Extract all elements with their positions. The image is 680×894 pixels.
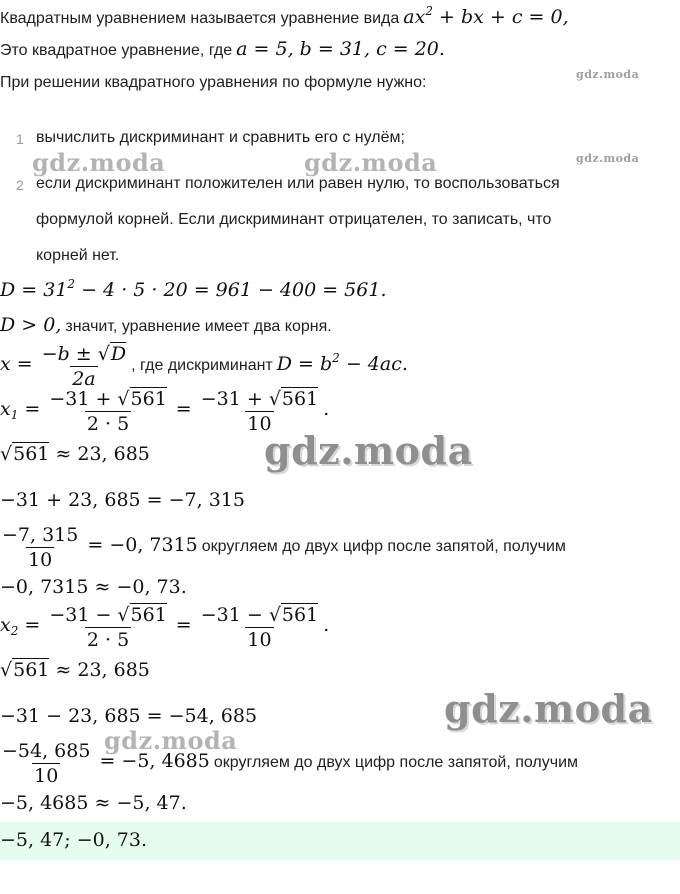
- formula-where-text: , где дискриминант: [131, 357, 273, 375]
- coefficient-values: a = 5, b = 31, c = 20.: [236, 38, 445, 60]
- watermark-logo: gdz.moda: [104, 726, 238, 755]
- root-1-numerator-b: −31 + √561: [200, 388, 319, 410]
- root-2-numerator-a: −31 − √561: [49, 604, 167, 626]
- discriminant-formula: $D = b^2 - 4ac$.: [276, 351, 408, 376]
- root-formula-line: [0, 343, 408, 390]
- root-1-decimal-fraction: [0, 524, 80, 571]
- root-formula-fraction: [40, 343, 128, 390]
- formula-numerator: −b ± √D: [41, 343, 127, 365]
- watermark-logo: gdz.moda: [444, 686, 653, 731]
- coefficients-line: [0, 38, 445, 60]
- definition-text: Квадратным уравнением называется уравнение вида: [0, 10, 400, 27]
- discriminant-calc: $D = 31^2 - 4 \cdot 5 \cdot 20 = 961 - 400 = 561$.: [0, 277, 387, 301]
- formula-x: x =: [0, 353, 33, 376]
- discriminant-conclusion: значит, уравнение имеет два корня.: [65, 318, 332, 335]
- watermark-logo: gdz.moda: [32, 148, 166, 177]
- root-2-round-text: округляем до двух цифр после запятой, получим: [213, 754, 579, 772]
- root-1-sqrt-approx: √561 ≈ 23, 685: [0, 443, 150, 465]
- root-2-denominator-b: 10: [247, 629, 272, 651]
- root-2-decimal-fraction: [0, 740, 92, 787]
- root-2-fraction-a: [47, 604, 168, 651]
- step-2-line-2: формулой корней. Если дискриминант отрицателен, то записать, что: [36, 211, 552, 228]
- definition-line: [0, 6, 569, 28]
- root-2-lhs: $x_2$ =: [0, 614, 41, 639]
- watermark-logo: gdz.moda: [576, 68, 640, 81]
- root-1-lhs: $x_1$ =: [0, 398, 41, 423]
- root-2-denominator-a: 2 · 5: [86, 629, 130, 651]
- root-2-decimal-numerator: −54, 685: [2, 740, 91, 762]
- step-1-number: 1: [16, 131, 24, 147]
- root-2-line: $x_2$ = $\frac{-31 - √561}{2 \cdot 5}$ = $\frac{-31 - √561}{10}$ .: [0, 604, 330, 651]
- root-2-equals: =: [175, 614, 192, 637]
- step-1-text: вычислить дискриминант и сравнить его с нулём;: [36, 129, 405, 146]
- step-2-number: 2: [16, 177, 24, 193]
- step-2-line-1: если дискриминант положителен или равен нулю, то воспользоваться: [36, 175, 560, 192]
- coefficients-text: Это квадратное уравнение, где: [0, 42, 233, 59]
- method-text: При решении квадратного уравнения по формуле нужно:: [0, 74, 427, 91]
- step-2-line-3: корней нет.: [36, 247, 120, 264]
- root-1-round-text: округляем до двух цифр после запятой, получим: [201, 538, 566, 556]
- root-1-denominator-a: 2 · 5: [86, 413, 130, 435]
- root-2-rounded: −5, 4685 ≈ −5, 47.: [0, 792, 187, 814]
- watermark-logo: gdz.moda: [264, 428, 473, 473]
- root-2-fraction-b: [199, 604, 320, 651]
- discriminant-compare: D > 0,: [0, 314, 62, 336]
- root-1-rounded: −0, 7315 ≈ −0, 73.: [0, 576, 187, 598]
- root-1-decimal-denominator: 10: [28, 549, 53, 571]
- root-2-diff: −31 − 23, 685 = −54, 685: [0, 705, 258, 727]
- final-answer: −5, 47; −0, 73.: [0, 829, 148, 851]
- general-form: $ax^2$ + bx + c = 0,: [403, 4, 569, 28]
- watermark-logo: gdz.moda: [304, 148, 438, 177]
- root-1-equals: =: [175, 398, 192, 421]
- root-2-numerator-b: −31 − √561: [200, 604, 319, 626]
- root-1-line: $x_1$ = $\frac{-31 + √561}{2 \cdot 5}$ = $\frac{-31 + √561}{10}$ .: [0, 388, 330, 435]
- watermark-logo: gdz.moda: [576, 152, 640, 165]
- root-1-sum: −31 + 23, 685 = −7, 315: [0, 489, 245, 511]
- root-1-fraction-a: [47, 388, 168, 435]
- root-2-fraction-result: = −5, 4685: [99, 750, 210, 773]
- formula-denominator: 2a: [72, 368, 96, 390]
- root-1-fraction-line: [0, 524, 566, 571]
- discriminant-compare-line: [0, 314, 332, 336]
- root-1-decimal-numerator: −7, 315: [2, 524, 79, 546]
- root-1-fraction-result: = −0, 7315: [87, 534, 198, 557]
- root-2-sqrt-approx: √561 ≈ 23, 685: [0, 659, 150, 681]
- root-2-fraction-line: [0, 740, 578, 787]
- root-2-decimal-denominator: 10: [34, 765, 59, 787]
- root-1-denominator-b: 10: [247, 413, 272, 435]
- method-line: [0, 74, 426, 92]
- root-1-numerator-a: −31 + √561: [49, 388, 167, 410]
